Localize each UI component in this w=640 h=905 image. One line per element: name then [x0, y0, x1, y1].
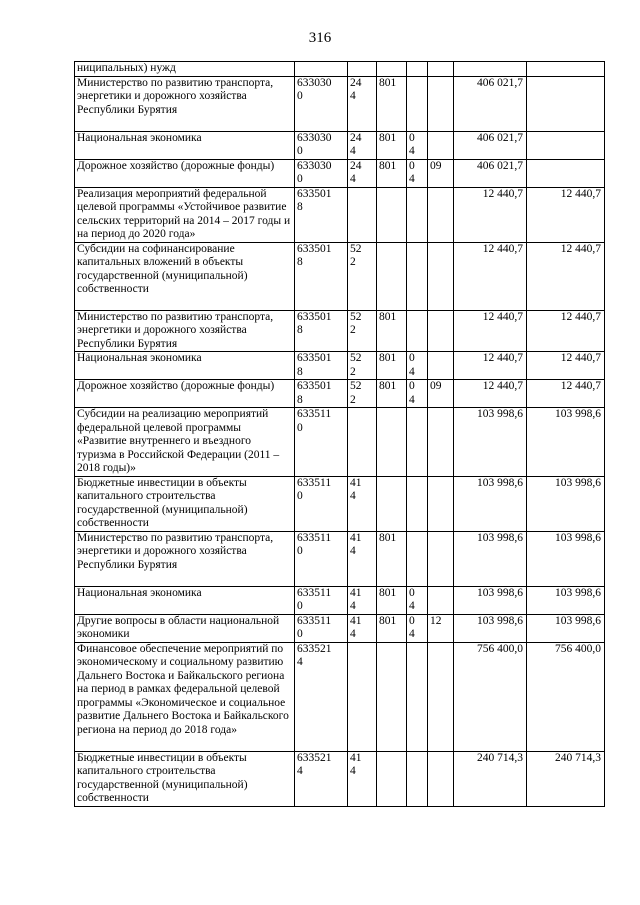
- table-row: [75, 242, 605, 310]
- target-article-cell: 633511 0: [295, 408, 348, 477]
- administrator-cell: [377, 751, 407, 806]
- expense-type-cell: 52 2: [348, 242, 377, 310]
- federal-amount-cell: 103 998,6: [527, 476, 605, 531]
- federal-amount-cell: 240 714,3: [527, 751, 605, 806]
- section-cell: 0 4: [407, 380, 428, 408]
- table-row: [75, 614, 605, 642]
- target-article-cell: 633501 8: [295, 380, 348, 408]
- amount-cell: 103 998,6: [454, 531, 527, 586]
- section-cell: 0 4: [407, 586, 428, 614]
- subsection-cell: [428, 642, 454, 751]
- subsection-cell: [428, 352, 454, 380]
- federal-amount-cell: 12 440,7: [527, 242, 605, 310]
- federal-amount-cell: [527, 131, 605, 159]
- target-article-cell: 633521 4: [295, 751, 348, 806]
- federal-amount-cell: 103 998,6: [527, 614, 605, 642]
- amount-cell: 406 021,7: [454, 159, 527, 187]
- administrator-cell: [377, 242, 407, 310]
- row-name-cell: Национальная экономика: [75, 352, 295, 380]
- target-article-cell: 633030 0: [295, 131, 348, 159]
- target-article-cell: 633030 0: [295, 159, 348, 187]
- table-row: [75, 642, 605, 751]
- table-body: [75, 62, 605, 807]
- section-cell: [407, 751, 428, 806]
- target-article-cell: 633511 0: [295, 476, 348, 531]
- subsection-cell: [428, 187, 454, 242]
- amount-cell: 103 998,6: [454, 586, 527, 614]
- target-article-cell: 633511 0: [295, 586, 348, 614]
- row-name-cell: Бюджетные инвестиции в объекты капитального строительства государственной (муниципальной) собственности: [75, 476, 295, 531]
- row-name-cell: Финансовое обеспечение мероприятий по экономическому и социальному развитию Дальнего Востока и Байкальского региона на период в рамках федеральной целевой программы «Экономическое и социальное развитие Дальнего Востока и Байкальского региона на период до 2018 года»: [75, 642, 295, 751]
- amount-cell: 103 998,6: [454, 408, 527, 477]
- table-row: [75, 131, 605, 159]
- federal-amount-cell: [527, 62, 605, 77]
- federal-amount-cell: [527, 76, 605, 131]
- section-cell: 0 4: [407, 159, 428, 187]
- expense-type-cell: 41 4: [348, 614, 377, 642]
- target-article-cell: [295, 62, 348, 77]
- administrator-cell: 801: [377, 614, 407, 642]
- target-article-cell: 633501 8: [295, 187, 348, 242]
- row-name-cell: Министерство по развитию транспорта, энергетики и дорожного хозяйства Республики Бурятия: [75, 76, 295, 131]
- subsection-cell: [428, 76, 454, 131]
- table-row: [75, 187, 605, 242]
- federal-amount-cell: 12 440,7: [527, 380, 605, 408]
- amount-cell: 406 021,7: [454, 76, 527, 131]
- budget-table: [74, 61, 605, 807]
- expense-type-cell: 41 4: [348, 751, 377, 806]
- row-name-cell: ниципальных) нужд: [75, 62, 295, 77]
- subsection-cell: [428, 476, 454, 531]
- table-row: [75, 352, 605, 380]
- section-cell: 0 4: [407, 131, 428, 159]
- row-name-cell: Субсидии на софинансирование капитальных вложений в объекты государственной (муниципальной) собственности: [75, 242, 295, 310]
- row-name-cell: Министерство по развитию транспорта, энергетики и дорожного хозяйства Республики Бурятия: [75, 310, 295, 352]
- expense-type-cell: 41 4: [348, 476, 377, 531]
- expense-type-cell: [348, 187, 377, 242]
- amount-cell: 12 440,7: [454, 187, 527, 242]
- expense-type-cell: 52 2: [348, 352, 377, 380]
- federal-amount-cell: 12 440,7: [527, 352, 605, 380]
- subsection-cell: [428, 310, 454, 352]
- expense-type-cell: 52 2: [348, 380, 377, 408]
- expense-type-cell: [348, 642, 377, 751]
- administrator-cell: 801: [377, 380, 407, 408]
- subsection-cell: 09: [428, 159, 454, 187]
- target-article-cell: 633501 8: [295, 242, 348, 310]
- administrator-cell: [377, 62, 407, 77]
- administrator-cell: 801: [377, 352, 407, 380]
- section-cell: [407, 187, 428, 242]
- row-name-cell: Дорожное хозяйство (дорожные фонды): [75, 380, 295, 408]
- row-name-cell: Дорожное хозяйство (дорожные фонды): [75, 159, 295, 187]
- administrator-cell: [377, 476, 407, 531]
- administrator-cell: 801: [377, 159, 407, 187]
- target-article-cell: 633501 8: [295, 352, 348, 380]
- table-row: [75, 476, 605, 531]
- section-cell: [407, 531, 428, 586]
- table-row: [75, 159, 605, 187]
- section-cell: [407, 642, 428, 751]
- amount-cell: [454, 62, 527, 77]
- administrator-cell: [377, 642, 407, 751]
- subsection-cell: [428, 531, 454, 586]
- section-cell: 0 4: [407, 352, 428, 380]
- federal-amount-cell: [527, 159, 605, 187]
- section-cell: [407, 408, 428, 477]
- administrator-cell: [377, 187, 407, 242]
- row-name-cell: Национальная экономика: [75, 586, 295, 614]
- administrator-cell: 801: [377, 586, 407, 614]
- subsection-cell: 09: [428, 380, 454, 408]
- target-article-cell: 633030 0: [295, 76, 348, 131]
- expense-type-cell: 41 4: [348, 531, 377, 586]
- administrator-cell: 801: [377, 131, 407, 159]
- table-row: [75, 310, 605, 352]
- row-name-cell: Другие вопросы в области национальной экономики: [75, 614, 295, 642]
- table-row: [75, 408, 605, 477]
- amount-cell: 103 998,6: [454, 476, 527, 531]
- section-cell: [407, 310, 428, 352]
- target-article-cell: 633521 4: [295, 642, 348, 751]
- section-cell: [407, 476, 428, 531]
- subsection-cell: [428, 131, 454, 159]
- federal-amount-cell: 12 440,7: [527, 187, 605, 242]
- amount-cell: 12 440,7: [454, 380, 527, 408]
- administrator-cell: 801: [377, 310, 407, 352]
- subsection-cell: 12: [428, 614, 454, 642]
- table-row: [75, 751, 605, 806]
- target-article-cell: 633501 8: [295, 310, 348, 352]
- row-name-cell: Министерство по развитию транспорта, энергетики и дорожного хозяйства Республики Бурятия: [75, 531, 295, 586]
- expense-type-cell: [348, 408, 377, 477]
- expense-type-cell: 24 4: [348, 159, 377, 187]
- administrator-cell: [377, 408, 407, 477]
- amount-cell: 12 440,7: [454, 352, 527, 380]
- expense-type-cell: 24 4: [348, 76, 377, 131]
- subsection-cell: [428, 751, 454, 806]
- amount-cell: 240 714,3: [454, 751, 527, 806]
- amount-cell: 12 440,7: [454, 310, 527, 352]
- target-article-cell: 633511 0: [295, 614, 348, 642]
- section-cell: [407, 62, 428, 77]
- section-cell: [407, 242, 428, 310]
- table-row: [75, 380, 605, 408]
- section-cell: 0 4: [407, 614, 428, 642]
- section-cell: [407, 76, 428, 131]
- table-row: [75, 586, 605, 614]
- federal-amount-cell: 103 998,6: [527, 408, 605, 477]
- table-row: [75, 76, 605, 131]
- amount-cell: 103 998,6: [454, 614, 527, 642]
- federal-amount-cell: 756 400,0: [527, 642, 605, 751]
- row-name-cell: Национальная экономика: [75, 131, 295, 159]
- table-row: [75, 62, 605, 77]
- target-article-cell: 633511 0: [295, 531, 348, 586]
- administrator-cell: 801: [377, 76, 407, 131]
- federal-amount-cell: 12 440,7: [527, 310, 605, 352]
- expense-type-cell: [348, 62, 377, 77]
- amount-cell: 756 400,0: [454, 642, 527, 751]
- expense-type-cell: 41 4: [348, 586, 377, 614]
- row-name-cell: Бюджетные инвестиции в объекты капитального строительства государственной (муниципальной) собственности: [75, 751, 295, 806]
- federal-amount-cell: 103 998,6: [527, 586, 605, 614]
- amount-cell: 406 021,7: [454, 131, 527, 159]
- subsection-cell: [428, 408, 454, 477]
- row-name-cell: Субсидии на реализацию мероприятий федеральной целевой программы «Развитие внутреннего и въездного туризма в Российской Федерации (2011 – 2018 годы)»: [75, 408, 295, 477]
- subsection-cell: [428, 62, 454, 77]
- amount-cell: 12 440,7: [454, 242, 527, 310]
- subsection-cell: [428, 242, 454, 310]
- expense-type-cell: 24 4: [348, 131, 377, 159]
- administrator-cell: 801: [377, 531, 407, 586]
- expense-type-cell: 52 2: [348, 310, 377, 352]
- federal-amount-cell: 103 998,6: [527, 531, 605, 586]
- row-name-cell: Реализация мероприятий федеральной целевой программы «Устойчивое развитие сельских территорий на 2014 – 2017 годы и на период до 2020 года»: [75, 187, 295, 242]
- page-number: 316: [308, 30, 332, 46]
- table-row: [75, 531, 605, 586]
- subsection-cell: [428, 586, 454, 614]
